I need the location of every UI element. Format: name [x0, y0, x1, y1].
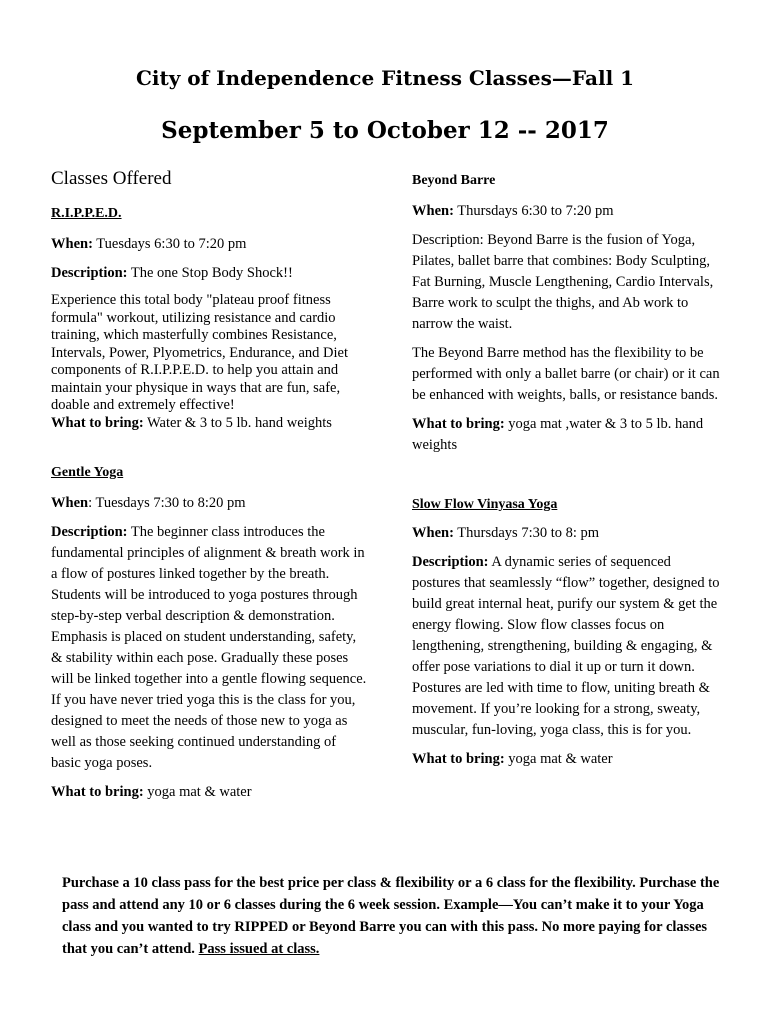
pass-info-text [62, 872, 722, 960]
barre-when [412, 201, 720, 222]
barre-when-label: When: [412, 203, 454, 219]
ripped-desc-label: Description: [51, 265, 128, 281]
barre-bring-label: What to bring: [412, 416, 505, 432]
vinyasa-when-label: When: [412, 525, 454, 541]
ripped-when-label: When: [51, 236, 93, 252]
gentle-desc-label: Description: [51, 524, 128, 540]
vinyasa-desc [412, 552, 720, 741]
vinyasa-title: Slow Flow Vinyasa Yoga [412, 497, 558, 512]
left-column [51, 167, 367, 811]
classes-offered-heading: Classes Offered [51, 168, 172, 189]
vinyasa-bring-value: yoga mat & water [508, 751, 613, 767]
gentle-desc-value: The beginner class introduces the fundamental principles of alignment & breath work in a flow of postures linked together by the breath. Students will be introduced to yoga postures through step-by-step verbal description & demonstration. Emphasis is placed on student understanding, safety, & stability within each pose. Gradually these poses will be linked together into a gentle flowing sequence. If you have never tried yoga this is the class for you, designed to meet the needs of those new to yoga as well as those seeking continued understanding of basic yoga poses. [51, 524, 367, 771]
page-subtitle: September 5 to October 12 -- 2017 [161, 117, 609, 144]
gentle-bring-label: What to bring: [51, 784, 144, 800]
vinyasa-when [412, 523, 720, 544]
ripped-bring-label: What to bring: [51, 414, 144, 431]
gentle-bring [51, 782, 367, 803]
pass-issued-note: Pass issued at class. [198, 941, 320, 957]
ripped-desc-value: The one Stop Body Shock!! [130, 265, 293, 281]
vinyasa-when-value: Thursdays 7:30 to 8: pm [457, 525, 600, 541]
gentle-when-value: : Tuesdays 7:30 to 8:20 pm [88, 495, 246, 511]
vinyasa-bring [412, 749, 720, 770]
pass-info-body: Purchase a 10 class pass for the best price per class & flexibility or a 6 class for the flexibility. Purchase the pass and attend any 10 or 6 classes during the 6 week session. Example—You can’t make it to your Yoga class and you wanted to try RIPPED or Beyond Barre you can with this pass. No more paying for classes that you can’t attend. [62, 875, 720, 957]
ripped-when-value: Tuesdays 6:30 to 7:20 pm [96, 236, 247, 252]
beyond-barre-title: Beyond Barre [412, 173, 496, 188]
gentle-desc [51, 522, 367, 774]
barre-bring-value: yoga mat ,water & 3 to 5 lb. hand weights [412, 416, 704, 453]
barre-bring [412, 414, 720, 456]
vinyasa-bring-label: What to bring: [412, 751, 505, 767]
page-title: City of Independence Fitness Classes—Fall 1 [135, 66, 635, 90]
barre-method: The Beyond Barre method has the flexibility to be performed with only a ballet barre (or chair) or it can be enhanced with weights, balls, or resistance bands. [412, 345, 720, 403]
ripped-bring [51, 415, 367, 433]
gentle-when-label: When [51, 495, 89, 511]
vinyasa-desc-label: Description: [412, 554, 489, 570]
ripped-bring-value: Water & 3 to 5 lb. hand weights [147, 414, 332, 431]
ripped-body: Experience this total body "plateau proof fitness formula" workout, utilizing resistance and cardio training, which masterfully combines Resistance, Intervals, Power, Plyometrics, Endurance, and Diet components of R.I.P.P.E.D. to help you attain and maintain your physique in ways that are fun, safe, doable and extremely effective! [51, 292, 348, 413]
gentle-when [51, 493, 367, 514]
right-column [412, 170, 720, 778]
ripped-desc [51, 263, 367, 284]
vinyasa-desc-value: A dynamic series of sequenced postures that seamlessly “flow” together, designed to build great internal heat, purify our system & get the energy flowing. Slow flow classes focus on lengthening, strengthening, building & engaging, & offer pose variations to dial it up or turn it down. Postures are led with time to flow, uniting breath & movement. If you’re looking for a strong, sweaty, muscular, fun-loving, yoga class, this is for you. [412, 554, 720, 738]
pass-info [62, 872, 722, 960]
gentle-yoga-title: Gentle Yoga [51, 465, 124, 480]
barre-desc: Description: Beyond Barre is the fusion of Yoga, Pilates, ballet barre that combines: Body Sculpting, Fat Burning, Muscle Lengthening, Cardio Intervals, Barre work to sculpt the thighs, and Ab work to narrow the waist. [412, 232, 714, 332]
ripped-when [51, 234, 367, 255]
gentle-bring-value: yoga mat & water [147, 784, 252, 800]
ripped-title: R.I.P.P.E.D. [51, 206, 122, 221]
barre-when-value: Thursdays 6:30 to 7:20 pm [457, 203, 614, 219]
